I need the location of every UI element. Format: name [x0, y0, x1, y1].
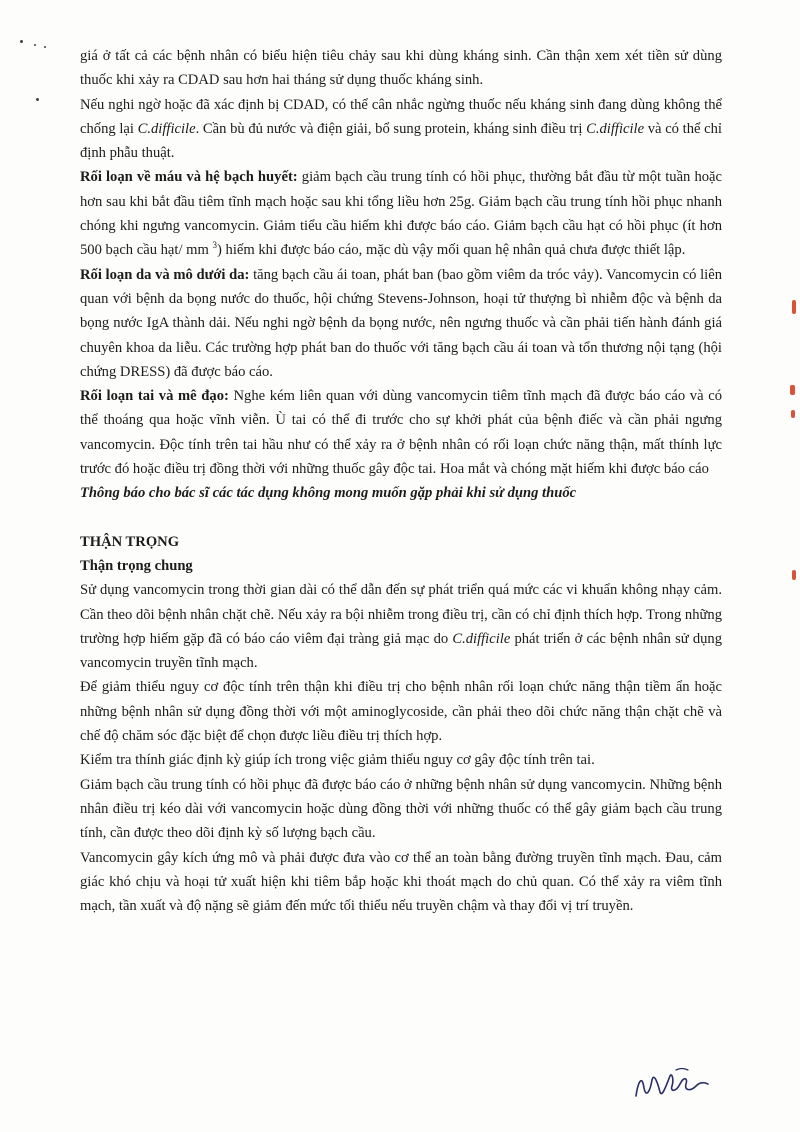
section-heading [80, 530, 722, 554]
scan-speck [34, 44, 36, 46]
text-run: Nếu nghi ngờ hoặc đã xác định bị CDAD, có thể cân nhắc ngừng thuốc nếu kháng sinh đang dùng không thể chống lại [80, 96, 722, 137]
scan-speck [36, 98, 39, 101]
organism-name: C.difficile [452, 630, 511, 647]
notice-line [80, 481, 722, 505]
stamp-fragment [792, 570, 796, 580]
body-paragraph [80, 384, 722, 481]
text-run: phát triển ở các bệnh nhân sử dụng vancomycin truyền tĩnh mạch. [80, 630, 723, 672]
text-run: và có thể chỉ định phẫu thuật. [80, 120, 722, 162]
body-paragraph [80, 748, 722, 772]
body-paragraph [80, 93, 722, 166]
body-paragraph [80, 165, 722, 262]
text-run: Để giảm thiểu nguy cơ độc tính trên thận khi điều trị cho bệnh nhân rối loạn chức năng thận tiềm ẩn hoặc những bệnh nhân sử dụng đồng thời với một aminoglycoside, cần phải theo dõi chức năng thận chặt chẽ và chế độ chăm sóc đặc biệt để chọn được liều điều trị thích hợp. [80, 679, 722, 745]
text-run: Nghe kém liên quan với dùng vancomycin tiêm tĩnh mạch đã được báo cáo và có thể thoáng qua hoặc vĩnh viễn. Ù tai có thể đi trước cho sự khởi phát của bệnh điếc và cần phải ngưng vancomycin. Độc tính trên tai hầu như có thể xảy ra ở bệnh nhân có rối loạn chức năng thận, mất thính lực trước đó hoặc điều trị đồng thời với những thuốc gây độc tai. Hoa mắt và chóng mặt hiếm khi được báo cáo [80, 388, 722, 478]
scan-speck [44, 46, 46, 48]
text-run: Kiểm tra thính giác định kỳ giúp ích trong việc giảm thiểu nguy cơ gây độc tính trên tai. [80, 752, 595, 769]
text-run: Sử dụng vancomycin trong thời gian dài có thể dẫn đến sự phát triển quá mức các vi khuẩn không nhạy cảm. Cần theo dõi bệnh nhân chặt chẽ. Nếu xảy ra bội nhiễm trong điều trị, cần có chỉ định thích hợp. Trong những trường hợp hiếm gặp đã có báo cáo viêm đại tràng giả mạc do [80, 582, 722, 647]
text-run: . Cần bù đủ nước và điện giải, bổ sung protein, kháng sinh điều trị [195, 120, 587, 137]
text-run: ) hiếm khi được báo cáo, mặc dù vậy mối quan hệ nhân quả chưa được thiết lập. [217, 242, 686, 259]
text-run: giá ở tất cả các bệnh nhân có biểu hiện tiêu chảy sau khi dùng kháng sinh. Cần thận xem xét tiền sử dùng thuốc khi xảy ra CDAD sau hơn hai tháng sử dụng thuốc kháng sinh. [80, 48, 722, 89]
stamp-fragment [792, 300, 796, 314]
paragraph-lead-in: Rối loạn da và mô dưới da: [80, 266, 250, 283]
text-run: giảm bạch cầu trung tính có hồi phục, thường bắt đầu từ một tuần hoặc hơn sau khi bắt đầu tiêm tĩnh mạch hoặc sau khi tổng liều hơn 25g. Giảm bạch cầu trung tính hồi phục nhanh chóng khi ngưng vancomycin. Giảm tiểu cầu hiếm khi được báo cáo. Giảm bạch cầu hạt có hồi phục (ít hơn 500 bạch cầu hạt/ mm [80, 169, 723, 259]
document-page [80, 44, 722, 918]
scan-speck [20, 40, 23, 43]
text-run: Vancomycin gây kích ứng mô và phải được đưa vào cơ thể an toàn bằng đường truyền tĩnh mạch. Đau, cảm giác khó chịu và hoại tử xuất hiện khi tiêm bắp hoặc khi thoát mạch do chủ quan. Có thể xảy ra viêm tĩnh mạch, tần xuất và độ nặng sẽ giảm đến mức tối thiểu nếu truyền chậm và thay đổi vị trí truyền. [80, 849, 722, 915]
paragraph-lead-in: Rối loạn tai và mê đạo: [80, 388, 229, 405]
handwritten-signature [628, 1062, 714, 1106]
subsection-heading [80, 554, 722, 578]
body-paragraph [80, 846, 722, 919]
stamp-fragment [790, 385, 795, 395]
body-paragraph [80, 773, 722, 846]
paragraph-lead-in: Rối loạn về máu và hệ bạch huyết: [80, 169, 298, 186]
body-paragraph [80, 578, 722, 675]
text-run: tăng bạch cầu ái toan, phát ban (bao gồm viêm da tróc vảy). Vancomycin có liên quan với bệnh da bọng nước do thuốc, hội chứng Stevens-Johnson, hoại tử thượng bì nhiễm độc và bệnh da bọng nước IgA thành dải. Nếu nghi ngờ bệnh da bọng nước, nên ngưng thuốc và cần phải tiến hành đánh giá chuyên khoa da liễu. Các trường hợp phát ban do thuốc với tăng bạch cầu ái toan và tổn thương nội tạng (hội chứng DRESS) đã được báo cáo. [80, 266, 722, 380]
text-run: Thông báo cho bác sĩ các tác dụng không mong muốn gặp phải khi sử dụng thuốc [80, 485, 577, 502]
body-paragraph [80, 263, 722, 384]
text-run: Thận trọng chung [80, 557, 193, 574]
organism-name: C.difficile [137, 120, 196, 137]
organism-name: C.difficile [586, 120, 645, 137]
body-paragraph [80, 44, 722, 93]
body-paragraph [80, 675, 722, 748]
text-run: THẬN TRỌNG [80, 533, 180, 550]
superscript: 3 [212, 240, 218, 251]
text-run: Giảm bạch cầu trung tính có hồi phục đã được báo cáo ở những bệnh nhân sử dụng vancomycin. Những bệnh nhân điều trị kéo dài với vancomycin hoặc dùng đồng thời với những thuốc có thể gây giảm bạch cầu trung tính, cần được theo dõi định kỳ số lượng bạch cầu. [80, 776, 722, 842]
stamp-fragment [791, 410, 795, 418]
